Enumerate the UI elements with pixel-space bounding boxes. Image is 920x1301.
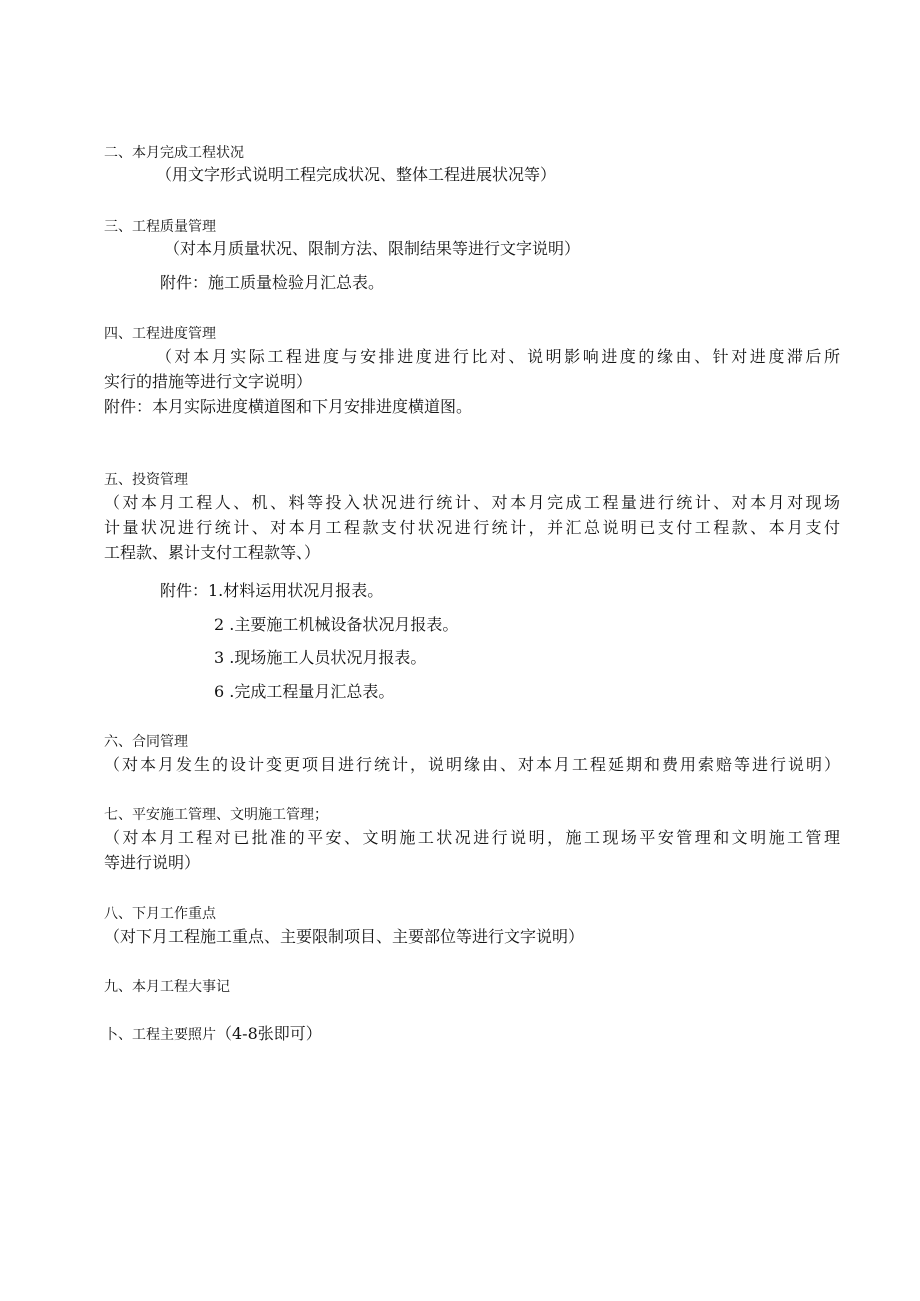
section-2-description: （用文字形式说明工程完成状况、整体工程进展状况等） — [156, 165, 557, 184]
section-3-heading: 三、工程质量管理 — [104, 219, 216, 235]
section-5-description-line-1: （对本月工程人、机、料等投入状况进行统计、对本月完成工程量进行统计、对本月对现场 — [104, 493, 840, 512]
section-7-description-line-2: 等进行说明） — [104, 853, 201, 872]
section-7-description-line-1: （对本月工程对已批准的平安、文明施工状况进行说明，施工现场平安管理和文明施工管理 — [104, 828, 840, 847]
section-3-attachment: 附件：施工质量检验月汇总表。 — [160, 273, 385, 292]
section-8-heading: 八、下月工作重点 — [104, 906, 216, 922]
section-5-heading: 五、投资管理 — [104, 472, 188, 488]
section-4-description-line-1: （对本月实际工程进度与安排进度进行比对、说明影响进度的缘由、针对进度滞后所 — [156, 347, 840, 366]
section-7-heading: 七、平安施工管理、文明施工管理； — [104, 807, 328, 823]
section-5-attachment-2: 2 .主要施工机械设备状况月报表。 — [214, 615, 459, 634]
section-5-description-line-2: 计量状况进行统计、对本月工程款支付状况进行统计，并汇总说明已支付工程款、本月支付 — [104, 518, 840, 537]
section-5-attachment-4: 6 .完成工程量月汇总表。 — [214, 682, 395, 701]
section-4-attachment: 附件：本月实际进度横道图和下月安排进度横道图。 — [104, 397, 473, 416]
section-6-heading: 六、合同管理 — [104, 734, 188, 750]
section-5-description-line-3: 工程款、累计支付工程款等、） — [104, 543, 321, 562]
section-6-description: （对本月发生的设计变更项目进行统计，说明缘由、对本月工程延期和费用索赔等进行说明） — [104, 755, 840, 774]
section-8-description: （对下月工程施工重点、主要限制项目、主要部位等进行文字说明） — [104, 927, 585, 946]
section-10-line — [104, 1023, 322, 1046]
section-9-heading: 九、本月工程大事记 — [104, 979, 230, 995]
section-5-attachment-1: 附件：1.材料运用状况月报表。 — [160, 581, 384, 600]
section-4-description-line-2: 实行的措施等进行文字说明） — [104, 372, 313, 391]
section-4-heading: 四、工程进度管理 — [104, 326, 216, 342]
section-3-description: （对本月质量状况、限制方法、限制结果等进行文字说明） — [164, 239, 581, 258]
section-2-heading: 二、本月完成工程状况 — [104, 145, 244, 161]
section-10-heading: 卜、工程主要照片 — [104, 1027, 216, 1043]
section-5-attachment-3: 3 .现场施工人员状况月报表。 — [214, 648, 427, 667]
section-10-note: （4-8张即可） — [216, 1024, 322, 1043]
